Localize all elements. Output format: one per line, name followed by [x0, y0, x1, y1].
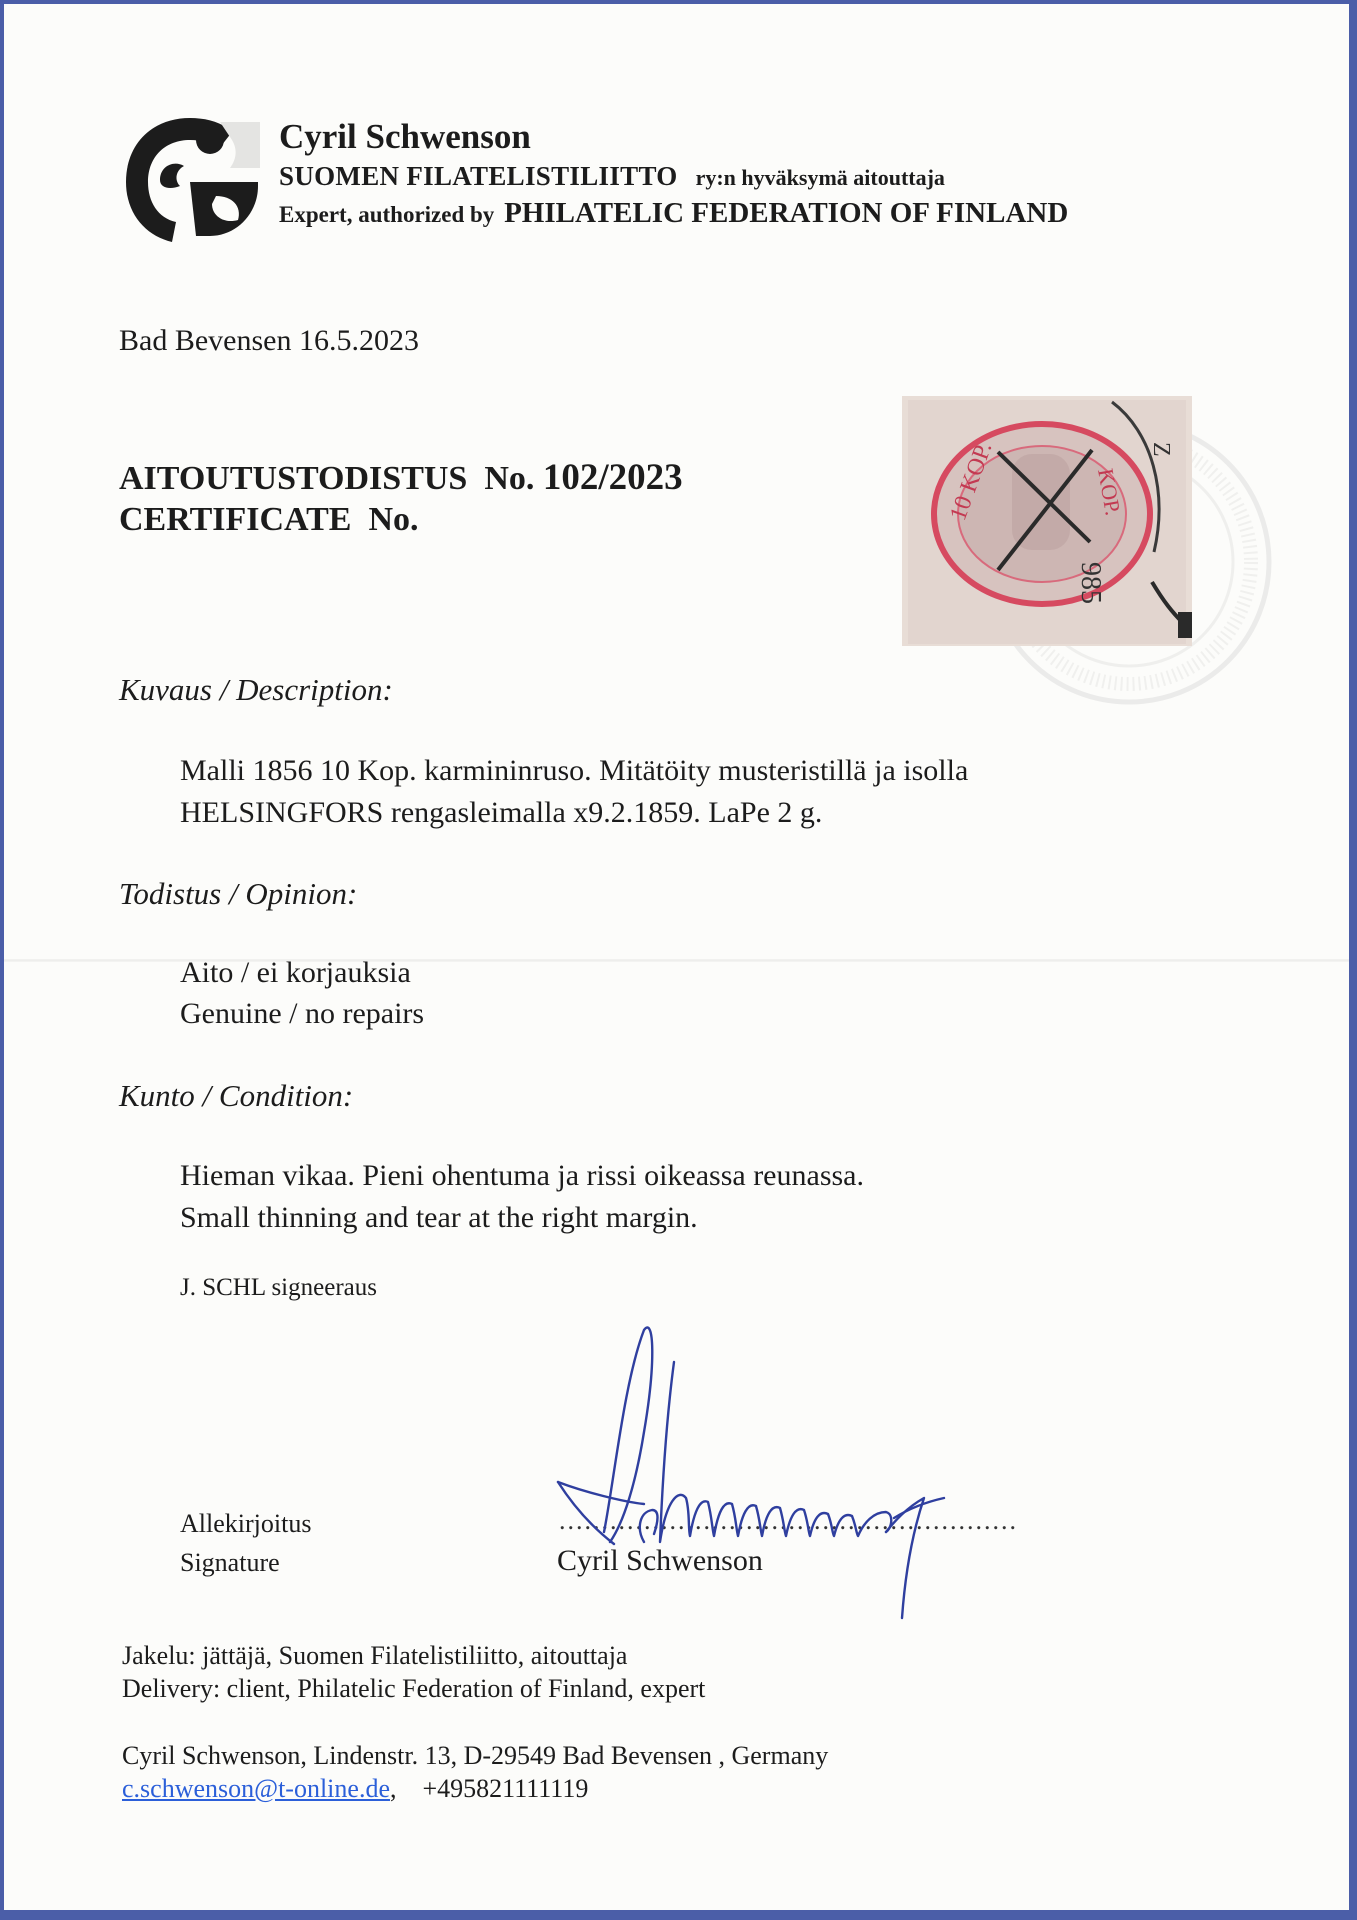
- opinion-line-1: Aito / ei korjauksia: [180, 956, 411, 989]
- certificate-title: AITOUTUSTODISTUS: [119, 460, 468, 497]
- delivery-line-fi: Jakelu: jättäjä, Suomen Filatelistiliitto, aitouttaja: [122, 1641, 628, 1670]
- delivery-line-en: Delivery: client, Philatelic Federation of Finland, expert: [122, 1674, 706, 1703]
- description-title: Kuvaus / Description:: [119, 672, 393, 707]
- certificate-no-label: No.: [484, 460, 535, 497]
- opinion-title: Todistus / Opinion:: [119, 876, 358, 911]
- contact-line: [122, 1774, 588, 1804]
- opinion-line-2: Genuine / no repairs: [180, 997, 425, 1030]
- description-line-1: Malli 1856 10 Kop. karmininruso. Mitätöity musteristillä ja isolla: [180, 754, 969, 787]
- phone-number: +495821111119: [422, 1774, 589, 1803]
- condition-line-1: Hieman vikaa. Pieni ohentuma ja rissi oikeassa reunassa.: [180, 1159, 864, 1192]
- expert-name: Cyril Schwenson: [279, 117, 531, 156]
- svg-text:985: 985: [1075, 562, 1106, 604]
- signature-note: J. SCHL signeeraus: [180, 1274, 377, 1301]
- expert-prefix: Expert, authorized by: [279, 202, 495, 227]
- federation-fi: SUOMEN FILATELISTILIITTO: [279, 161, 678, 191]
- svg-text:Z: Z: [1148, 442, 1174, 457]
- stamp-image: [902, 392, 1196, 652]
- signature-label-fi: Allekirjoitus: [180, 1509, 312, 1538]
- certificate-title-en: [119, 501, 419, 539]
- federation-line-fi: [279, 161, 945, 192]
- certificate-page: [4, 4, 1349, 1910]
- certificate-no-label-en: No.: [368, 501, 419, 538]
- signature-label-en: Signature: [180, 1548, 280, 1577]
- email-suffix: ,: [390, 1774, 397, 1803]
- place-date: Bad Bevensen 16.5.2023: [119, 324, 419, 357]
- stamp-value-text: 10 KOP.: [945, 438, 998, 525]
- certificate-title-en-text: CERTIFICATE: [119, 501, 352, 538]
- certificate-number: 102/2023: [542, 457, 683, 498]
- federation-en: PHILATELIC FEDERATION OF FINLAND: [504, 197, 1069, 229]
- contact-address: Cyril Schwenson, Lindenstr. 13, D-29549 Bad Bevensen , Germany: [122, 1741, 829, 1770]
- expert-logo-icon: [120, 110, 270, 252]
- signer-name: Cyril Schwenson: [557, 1544, 763, 1577]
- svg-text:KOP.: KOP.: [1093, 466, 1126, 518]
- condition-title: Kunto / Condition:: [119, 1078, 354, 1113]
- federation-line-en: [279, 197, 1068, 230]
- certificate-title-fi: [119, 456, 683, 499]
- signature-dots: ......................................................: [559, 1506, 1018, 1535]
- condition-line-2: Small thinning and tear at the right margin.: [180, 1201, 698, 1234]
- email-link[interactable]: c.schwenson@t-online.de: [122, 1774, 390, 1803]
- authorized-fi: ry:n hyväksymä aitouttaja: [695, 165, 945, 190]
- description-line-2: HELSINGFORS rengasleimalla x9.2.1859. LaPe 2 g.: [180, 796, 823, 829]
- handwritten-signature: [544, 1322, 984, 1622]
